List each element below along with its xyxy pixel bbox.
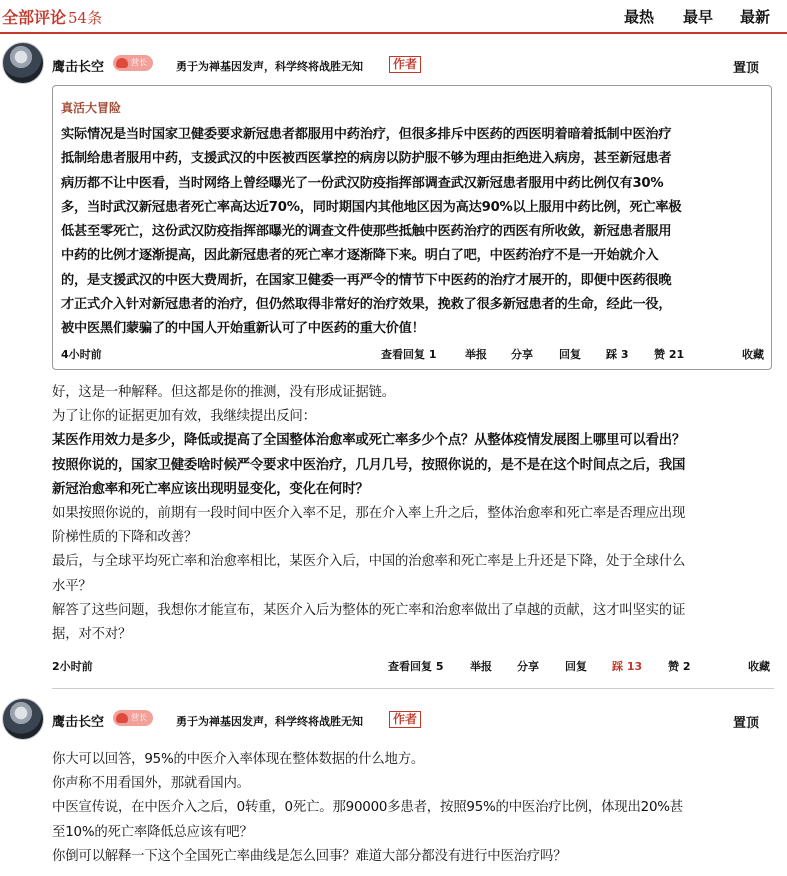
reply-line: 按照你说的，国家卫健委啥时候严令要求中医治疗，几月几号，按照你说的，是不是在这个时间点之后，我国: [52, 457, 686, 473]
comments-title: [2, 5, 102, 28]
reply-button[interactable]: 回复: [559, 348, 581, 361]
reply-line: 为了让你的证据更加有效，我继续提出反问：: [52, 409, 316, 425]
reply-line: 水平？: [52, 578, 92, 594]
author-badge: 作者: [389, 711, 421, 728]
comments-header: [0, 0, 787, 34]
favorite-button[interactable]: 收藏: [742, 348, 764, 361]
user-signature: 勇于为禅基因发声，科学终将战胜无知: [176, 60, 363, 73]
reply-line: 解答了这些问题，我想你才能宣布，某医介入后为整体的死亡率和治愈率做出了卓越的贡献，这才叫坚实的证: [52, 602, 686, 618]
report-button[interactable]: 举报: [470, 660, 492, 673]
pin-button[interactable]: 置顶: [733, 716, 760, 731]
report-button[interactable]: 举报: [465, 348, 487, 361]
quoted-line: 才正式介入针对新冠患者的治疗，但仍然取得非常好的治疗效果，挽救了很多新冠患者的生命，经此一役，: [61, 297, 672, 313]
sort-earliest-button[interactable]: 最早: [683, 8, 714, 26]
avatar[interactable]: [2, 698, 44, 740]
reply-line: 你倒可以解释一下这个全国死亡率曲线是怎么回事？难道大部分都没有进行中医治疗吗？: [52, 848, 567, 864]
quoted-text: [61, 123, 767, 342]
favorite-button[interactable]: 收藏: [748, 660, 770, 673]
reply-line: 中医宣传说，在中医介入之后，0转重，0死亡。那90000多患者，按照95%的中医治疗比例，体现出20%甚: [52, 800, 683, 816]
author-badge: 作者: [389, 56, 421, 73]
reply-button[interactable]: 回复: [565, 660, 587, 673]
quoted-username[interactable]: 真活大冒险: [61, 101, 122, 115]
dislike-button[interactable]: 踩 13: [612, 660, 643, 673]
like-button[interactable]: 赞 2: [668, 660, 691, 673]
quoted-line: 抵制给患者服用中药，支援武汉的中医被西医掌控的病房以防护服不够为理由拒绝进入病房，甚至新冠患者: [61, 151, 672, 167]
reply-line: 新冠治愈率和死亡率应该出现明显变化，变化在何时？: [52, 481, 369, 497]
share-button[interactable]: 分享: [511, 348, 533, 361]
quoted-line: 被中医黑们蒙骗了的中国人开始重新认可了中医药的重大价值！: [61, 321, 425, 337]
reply-line: 好，这是一种解释。但这都是你的推测，没有形成证据链。: [52, 385, 395, 400]
quoted-line: 实际情况是当时国家卫健委要求新冠患者都服用中药治疗，但很多排斥中医药的西医明着暗着抵制中医治疗: [61, 127, 672, 142]
comment-divider: [52, 688, 774, 689]
comments-title-label: 全部评论: [2, 8, 67, 27]
pin-button[interactable]: 置顶: [733, 61, 760, 76]
vip-badge: 营长: [113, 55, 153, 71]
username[interactable]: 鹰击长空: [52, 715, 105, 730]
quoted-line: 低甚至零死亡，这份武汉防疫指挥部曝光的调查文件使那些抵触中医药治疗的西医有所收敛，新冠患者服用: [61, 224, 672, 240]
reply-line: 据，对不对？: [52, 627, 132, 643]
reply-line: 某医作用效力是多少，降低或提高了全国整体治愈率或死亡率多少个点？从整体疫情发展图上哪里可以看出？: [52, 433, 686, 449]
quoted-line: 中药的比例才逐渐提高，因此新冠患者的死亡率才逐渐降下来。明白了吧，中医药治疗不是一开始就介入: [61, 248, 659, 264]
reply-line: 最后，与全球平均死亡率和治愈率相比，某医介入后，中国的治愈率和死亡率是上升还是下降，处于全球什么: [52, 554, 686, 570]
username[interactable]: 鹰击长空: [52, 60, 105, 75]
reply-text: [52, 381, 777, 647]
view-replies-button[interactable]: 查看回复 1: [381, 348, 437, 361]
quoted-timestamp: [61, 346, 102, 362]
share-button[interactable]: 分享: [517, 660, 539, 673]
like-button[interactable]: 赞 21: [654, 348, 685, 361]
reply-line: 至10%的死亡率降低总应该有吧？: [52, 824, 253, 840]
sort-newest-button[interactable]: 最新: [740, 8, 771, 26]
reply-line: 你声称不用看国外，那就看国内。: [52, 776, 250, 792]
quoted-time: 4小时前: [61, 348, 102, 361]
reply-line: 阶梯性质的下降和改善？: [52, 530, 198, 546]
comment-time: 2小时前: [52, 660, 93, 673]
comment-action-bar: [0, 658, 787, 674]
quoted-line: 的，是支援武汉的中医大费周折，在国家卫健委一再严令的情节下中医药的治疗才展开的，即便中医药很晚: [61, 272, 672, 288]
reply-text: [52, 748, 777, 869]
reply-line: 你大可以回答，95%的中医介入率体现在整体数据的什么地方。: [52, 752, 425, 767]
quoted-comment: [52, 85, 772, 370]
view-replies-button[interactable]: 查看回复 5: [388, 660, 444, 673]
vip-badge: 营长: [113, 710, 153, 726]
quoted-line: 多，当时武汉新冠患者死亡率高达近70%，同时期国内其他地区因为高达90%以上服用中药比例，死亡率极: [61, 199, 682, 215]
reply-line: 如果按照你说的，前期有一段时间中医介入率不足，那在介入率上升之后，整体治愈率和死亡率是否理应出现: [52, 506, 686, 522]
sort-hottest-button[interactable]: 最热: [624, 8, 655, 26]
user-signature: 勇于为禅基因发声，科学终将战胜无知: [176, 715, 363, 728]
quoted-line: 病历都不让中医看，当时网络上曾经曝光了一份武汉防疫指挥部调查武汉新冠患者服用中药比例仅有30%: [61, 175, 664, 191]
comments-count: 54条: [68, 9, 103, 27]
avatar[interactable]: [2, 42, 44, 84]
dislike-button[interactable]: 踩 3: [606, 348, 629, 361]
